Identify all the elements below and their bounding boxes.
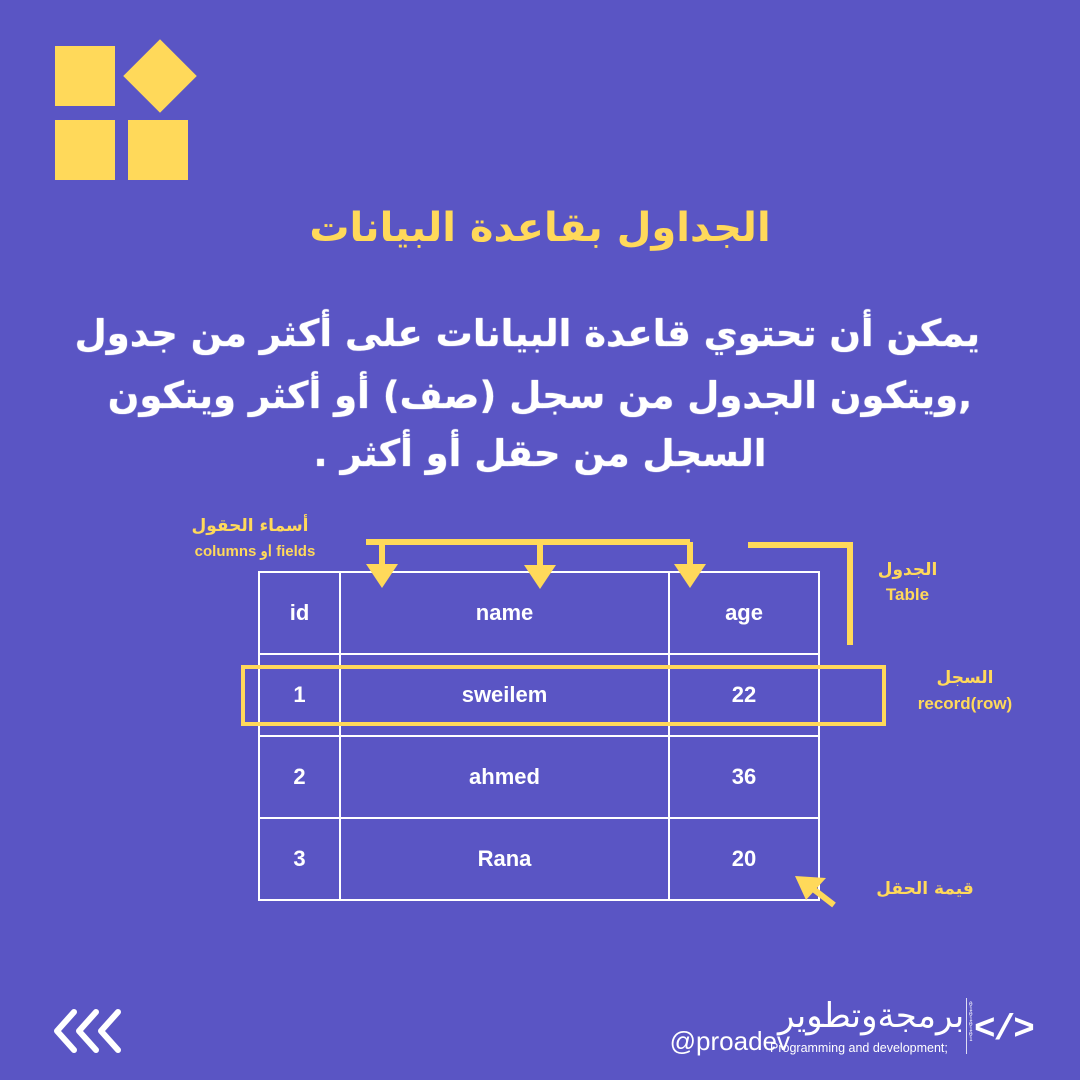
fields-label-en: columns او fields — [194, 543, 316, 560]
code-brackets-icon: </> — [974, 1009, 1033, 1050]
header-cell-id: id — [259, 572, 340, 654]
description-line-3: السجل من حقل أو أكثر . — [313, 432, 767, 475]
arrow-down-icon — [524, 565, 556, 589]
arrow-down-icon — [674, 564, 706, 588]
header-cell-age: age — [669, 572, 819, 654]
fields-label-ar: أسماء الحقول — [191, 516, 309, 536]
field-value-arrow-icon — [795, 876, 834, 905]
table-cell: ahmed — [340, 736, 669, 818]
table-label-ar: الجدول — [877, 560, 938, 580]
table-cell: 3 — [259, 818, 340, 900]
table-cell: 1 — [259, 654, 340, 736]
table-label-en: Table — [885, 585, 930, 604]
chevrons-left-icon[interactable] — [52, 1008, 126, 1054]
record-label-ar: السجل — [936, 668, 994, 688]
brand-divider — [966, 998, 967, 1054]
page-title: الجداول بقاعدة البيانات — [309, 205, 771, 251]
record-label-en: record(row) — [917, 694, 1013, 713]
description-line-1: يمكن أن تحتوي قاعدة البيانات على أكثر من جدول — [74, 312, 980, 355]
arrow-down-icon — [366, 564, 398, 588]
social-handle[interactable]: @proadev — [669, 1026, 790, 1056]
description-line-2: ,ويتكون الجدول من سجل (صف) أو أكثر ويتكون — [107, 374, 973, 417]
table-cell: sweilem — [340, 654, 669, 736]
brand-name-ar: برمجةوتطوير — [778, 996, 965, 1036]
table-cell: 2 — [259, 736, 340, 818]
table-cell: 20 — [669, 818, 819, 900]
brand-binary: 01010101 — [969, 1001, 973, 1043]
record-highlight — [243, 667, 884, 724]
header-cell-name: name — [340, 572, 669, 654]
table-cell: 36 — [669, 736, 819, 818]
table-bracket — [748, 545, 850, 645]
brand-name-en: Programming and development; — [770, 1041, 948, 1055]
table-cell: Rana — [340, 818, 669, 900]
field-value-label-ar: قيمة الحقل — [876, 879, 974, 899]
arrow-heads — [366, 564, 706, 589]
table-cell: 22 — [669, 654, 819, 736]
